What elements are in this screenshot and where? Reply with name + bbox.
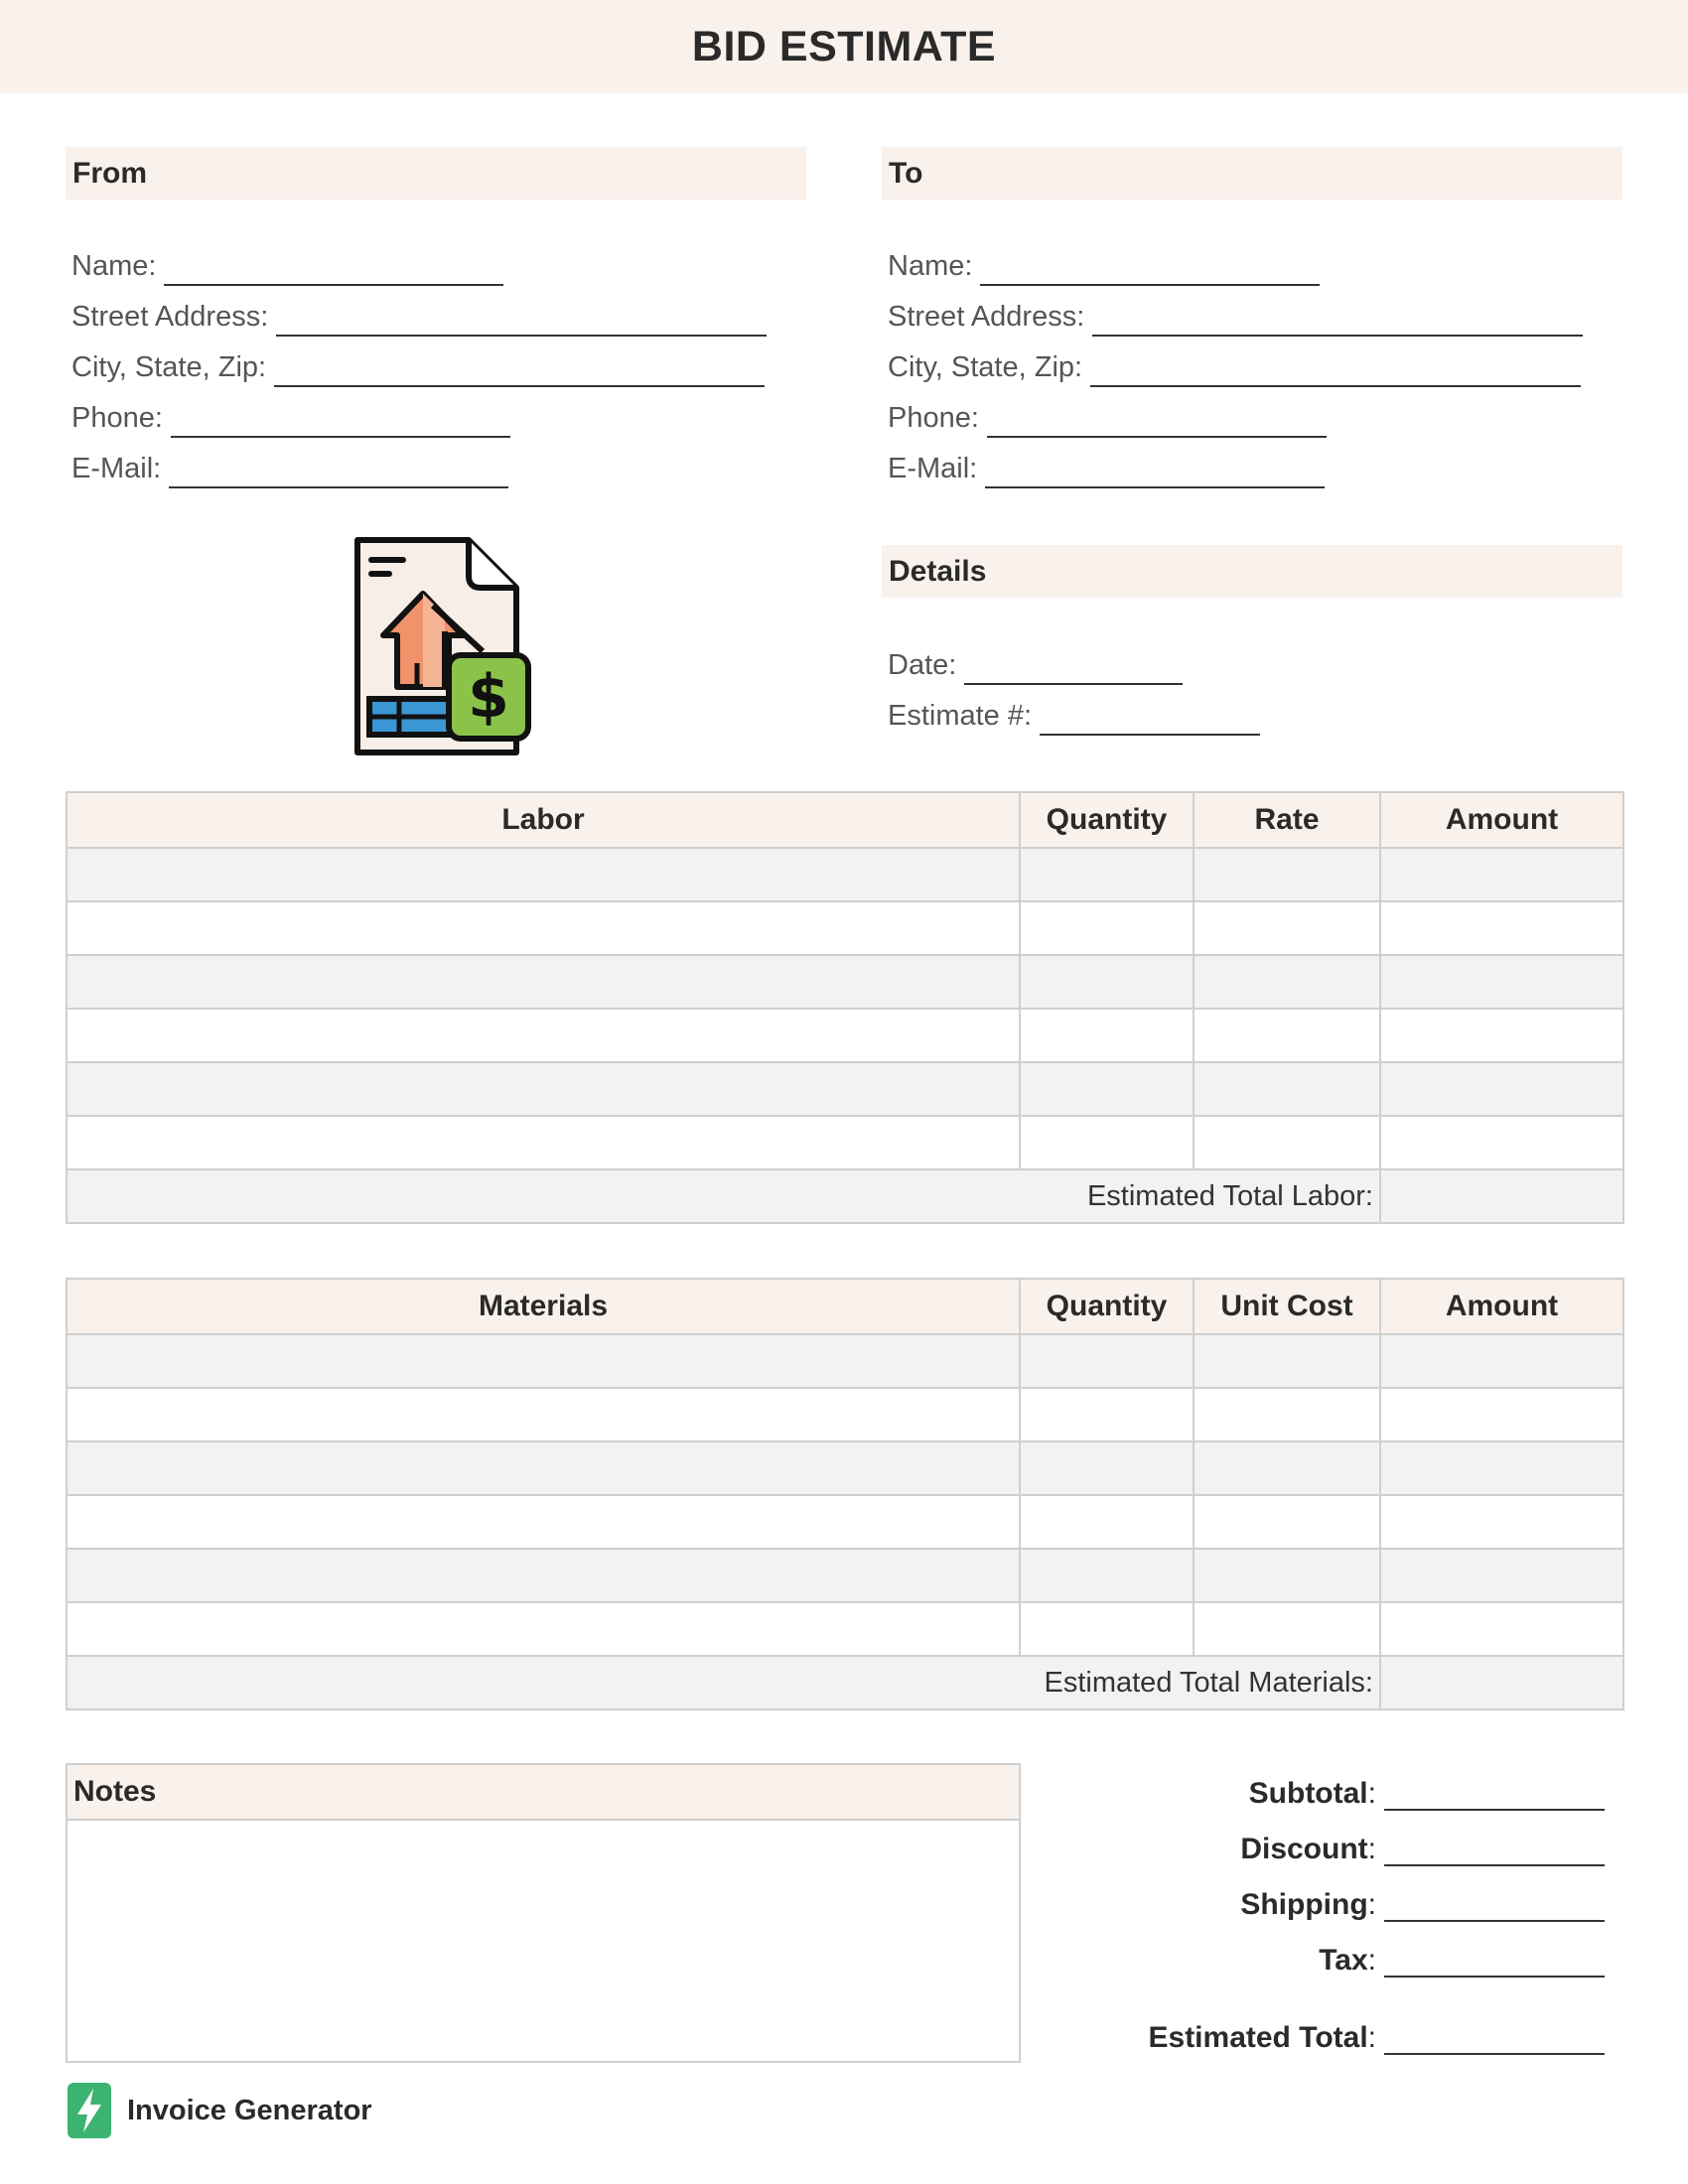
- subtotal-field[interactable]: Subtotal :: [1053, 1771, 1605, 1811]
- to-street-field[interactable]: Street Address:: [888, 297, 1583, 337]
- labor-total-value[interactable]: [1380, 1169, 1623, 1223]
- to-fields: [888, 246, 1583, 488]
- amount-col-header: Amount: [1380, 1279, 1623, 1334]
- quantity-col-header: Quantity: [1020, 792, 1194, 848]
- materials-total-row: [67, 1656, 1623, 1709]
- table-row: [67, 1549, 1623, 1602]
- from-name-field[interactable]: Name:: [71, 246, 767, 286]
- materials-total-label: Estimated Total Materials:: [67, 1656, 1380, 1709]
- quantity-col-header: Quantity: [1020, 1279, 1194, 1334]
- to-phone-field[interactable]: Phone:: [888, 398, 1583, 438]
- notes-header: [68, 1765, 1019, 1821]
- page-title: BID ESTIMATE: [691, 23, 997, 70]
- estimated-total-field[interactable]: Estimated Total :: [1053, 2015, 1605, 2055]
- table-row: [67, 1388, 1623, 1441]
- from-city-field[interactable]: City, State, Zip:: [71, 347, 767, 387]
- materials-table: [66, 1278, 1624, 1710]
- amount-col-header: Amount: [1380, 792, 1623, 848]
- table-row: [67, 901, 1623, 955]
- labor-table: [66, 791, 1624, 1224]
- to-email-field[interactable]: E-Mail:: [888, 449, 1583, 488]
- notes-box[interactable]: [66, 1763, 1021, 2063]
- table-row: [67, 1116, 1623, 1169]
- from-phone-field[interactable]: Phone:: [71, 398, 767, 438]
- from-fields: [71, 246, 767, 488]
- details-fields: [888, 645, 1260, 736]
- to-city-field[interactable]: City, State, Zip:: [888, 347, 1583, 387]
- to-section-header: [882, 147, 1622, 200]
- table-row: [67, 1062, 1623, 1116]
- table-row: [67, 1495, 1623, 1549]
- unit-cost-col-header: Unit Cost: [1194, 1279, 1380, 1334]
- materials-col-header: Materials: [67, 1279, 1020, 1334]
- lightning-bolt-icon: [68, 2083, 111, 2138]
- summary-block: [1053, 1771, 1605, 2055]
- tax-field[interactable]: Tax :: [1053, 1938, 1605, 1978]
- table-row: [67, 1334, 1623, 1388]
- table-row: [67, 848, 1623, 901]
- from-section-header: [66, 147, 806, 200]
- table-row: [67, 1009, 1623, 1062]
- brand-name: Invoice Generator: [127, 2095, 372, 2126]
- discount-field[interactable]: Discount :: [1053, 1827, 1605, 1866]
- from-heading: From: [72, 157, 147, 190]
- to-heading: To: [889, 157, 923, 190]
- table-row: [67, 1441, 1623, 1495]
- labor-col-header: Labor: [67, 792, 1020, 848]
- labor-header-row: [67, 792, 1623, 848]
- rate-col-header: Rate: [1194, 792, 1380, 848]
- from-street-field[interactable]: Street Address:: [71, 297, 767, 337]
- details-section-header: [882, 545, 1622, 598]
- estimate-number-field[interactable]: Estimate #:: [888, 696, 1260, 736]
- details-heading: Details: [889, 555, 987, 588]
- svg-text:$: $: [468, 662, 509, 732]
- materials-total-value[interactable]: [1380, 1656, 1623, 1709]
- table-row: [67, 1602, 1623, 1656]
- shipping-field[interactable]: Shipping :: [1053, 1882, 1605, 1922]
- from-email-field[interactable]: E-Mail:: [71, 449, 767, 488]
- materials-header-row: [67, 1279, 1623, 1334]
- to-name-field[interactable]: Name:: [888, 246, 1583, 286]
- labor-total-row: [67, 1169, 1623, 1223]
- house-estimate-document-icon: [350, 532, 538, 762]
- date-field[interactable]: Date:: [888, 645, 1260, 685]
- labor-total-label: Estimated Total Labor:: [67, 1169, 1380, 1223]
- table-row: [67, 955, 1623, 1009]
- notes-heading: Notes: [73, 1775, 157, 1808]
